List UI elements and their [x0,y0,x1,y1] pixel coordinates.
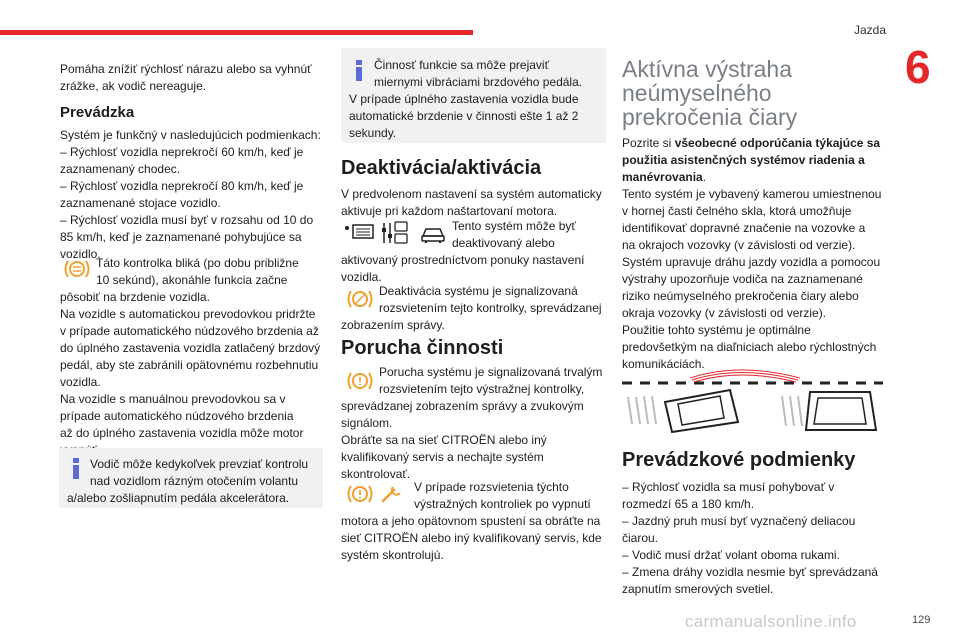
condition-line: čiarou. [622,531,659,545]
col1-info-box [59,448,323,508]
col2-line: aktivovaný prostredníctvom ponuky nastavení [341,253,585,267]
info-icon [73,458,79,479]
col3-refer-end [622,169,706,186]
col2-warn-line: Porucha systému je signalizovaná trvalým [379,365,603,379]
col2-warn-line: Deaktivácia systému je signalizovaná [379,284,578,298]
car-icon [420,224,446,244]
col3-refer-bold: použitia asistenčných systémov riadenia a [622,153,865,167]
col1-line: Na vozidle s automatickou prevodovkou pridržte [60,307,316,321]
col2-icons-line: deaktivovaný alebo [452,236,555,250]
col2-box-line: automatické brzdenie v činnosti ešte 1 až 2 [349,109,579,123]
deactivation-warning-icon [345,288,375,310]
col2-line: aktivuje pri každom naštartovaní motora. [341,204,558,218]
col2-line: skontrolovať. [341,467,411,481]
col3-line: komunikáciách. [622,357,705,371]
col2-line: sieť CITROËN alebo iný kvalifikovaný servis, kde [341,531,602,545]
refer-suffix: . [702,170,707,184]
section-title: Jazda [853,23,886,37]
condition-line: rozmedzí 65 a 180 km/h. [622,497,755,511]
col1-line: do úplného zastavenia vozidla zatlačený brzdový [60,341,321,355]
col2-line: sprevádzanej zobrazením správy a zvukovým [341,399,584,413]
col1-line: zaznamenaný chodec. [60,162,181,176]
brake-warning-icon [62,258,92,280]
col1-box-line: a/alebo zošliapnutím pedála akcelerátora. [67,491,290,505]
col1-box-line: Vodič môže kedykoľvek prevziať kontrolu [90,457,309,471]
col1-warn-line: Táto kontrolka bliká (po dobu približne [96,256,299,270]
col3-line: predovšetkým na diaľniciach alebo rýchlostných [622,340,877,354]
col3-line: výstrahy upozorňuje vodiča na zaznamenané [622,272,863,286]
col2-icons-line: Tento systém môže byť [452,219,576,233]
heading-prevadzkove-podmienky: Prevádzkové podmienky [622,449,856,471]
heading-deaktivacia: Deaktivácia/aktivácia [341,157,542,179]
lane-departure-illustration [620,362,885,437]
col1-line: vozidla. [60,375,101,389]
page-number: 129 [912,614,931,626]
col2-line: kvalifikovaný servis a nechajte systém [341,450,544,464]
refer-bold: všeobecné odporúčania týkajúce sa [674,136,881,150]
condition-line: – Vodič musí držať volant oboma rukami. [622,548,840,562]
refer-prefix: Pozrite si [622,136,675,150]
col1-line: pedál, aby ste zabránili opätovnému rozbehnutiu [60,358,319,372]
col2-info-box [341,48,606,143]
col1-line: pôsobiť na brzdenie vozidla. [60,290,210,304]
col2-warn-line: V prípade rozsvietenia týchto [414,480,569,494]
refer-bold: manévrovania [622,170,703,184]
col1-intro-2: zrážke, ak vodič nereaguje. [60,79,207,93]
watermark: carmanualsonline.info [685,612,857,631]
vehicle-settings-icon [343,222,377,242]
col2-line: V predvolenom nastavení sa systém automaticky [341,187,602,201]
col3-refer-line [622,135,880,152]
col2-line: zobrazením správy. [341,318,445,332]
col3-line: Tento systém je vybavený kamerou umiestnenou [622,187,882,201]
col2-box-line: miernymi vibráciami brzdového pedála. [374,75,583,89]
heading-porucha: Porucha činnosti [341,337,504,359]
settings-menu-icon [380,220,410,246]
condition-line: – Jazdný pruh musí byť vyznačený deliacou [622,514,856,528]
col3-line: Použitie tohto systému je optimálne [622,323,811,337]
col2-warn-line: výstražných kontroliek po vypnutí [414,497,591,511]
col2-line: vozidla. [341,270,382,284]
chapter-number: 6 [905,41,931,93]
info-icon [356,60,362,81]
col3-line: okraja vozovky (v závislosti od verzie). [622,306,827,320]
section-title-line: prekročenia čiary [622,104,798,130]
col2-warn-line: rozsvietením tejto kontrolky, sprevádzanej [379,301,602,315]
col1-line: – Rýchlosť vozidla neprekročí 60 km/h, keď je [60,145,304,159]
col1-line: prípade automatického núdzového brzdenia [60,409,294,423]
col1-warn-line: 10 sekúnd), akonáhle funkcia začne [96,273,288,287]
col1-line: v prípade automatického núdzového brzdenia až [60,324,319,338]
heading-prevadzka: Prevádzka [60,104,135,121]
condition-line: – Zmena dráhy vozidla nesmie byť sprevádzaná [622,565,878,579]
col2-box-line: sekundy. [349,126,397,140]
col1-line: 85 km/h, keď je zaznamenané pohybujúce sa [60,230,302,244]
col2-warn-line: rozsvietením tejto výstražnej kontrolky, [379,382,585,396]
col3-line: identifikovať dopravné značenie na vozovke a [622,221,866,235]
col1-line: – Rýchlosť vozidla musí byť v rozsahu od 10 do [60,213,314,227]
col1-line: Na vozidle s manuálnou prevodovkou sa v [60,392,286,406]
col2-box-line: Činnosť funkcie sa môže prejaviť [374,58,550,72]
col2-box-line: V prípade úplného zastavenia vozidla bude [349,92,579,106]
col2-line: signálom. [341,416,393,430]
condition-line: – Rýchlosť vozidla sa musí pohybovať v [622,480,835,494]
section-title-line: neúmyselného [622,80,772,106]
system-warning-icon [345,483,375,505]
col1-line: zaznamenané stojace vozidlo. [60,196,221,210]
col2-line: systém skontrolujú. [341,548,444,562]
header-red-bar [0,30,473,35]
col3-line: v hornej časti čelného skla, ktorá umožňuje [622,204,852,218]
wrench-warning-icon [380,484,404,504]
col1-line: vozidlo. [60,247,101,261]
col1-line: – Rýchlosť vozidla neprekročí 80 km/h, keď je [60,179,304,193]
col3-line: riziko neúmyselného prekročenia čiary alebo [622,289,859,303]
col1-line: až do úplného zastavenia vozidla môže motor [60,426,304,440]
col2-line: motora a jeho opätovnom spustení sa obráťte na [341,514,601,528]
section-title-line: Aktívna výstraha [622,56,793,82]
col3-line: Systém upravuje dráhu jazdy vozidla a pomocou [622,255,881,269]
fault-warning-icon [345,370,375,392]
col1-line: Systém je funkčný v nasledujúcich podmienkach: [60,128,321,142]
condition-line: zapnutím smerových svetiel. [622,582,774,596]
col1-intro-1: Pomáha znížiť rýchlosť nárazu alebo sa vyhnúť [60,62,312,76]
col3-line: na okrajoch vozovky (v závislosti od verzie). [622,238,856,252]
col2-line: Obráťte sa na sieť CITROËN alebo iný [341,433,547,447]
col1-box-line: nad vozidlom rázným otočením volantu [90,474,299,488]
